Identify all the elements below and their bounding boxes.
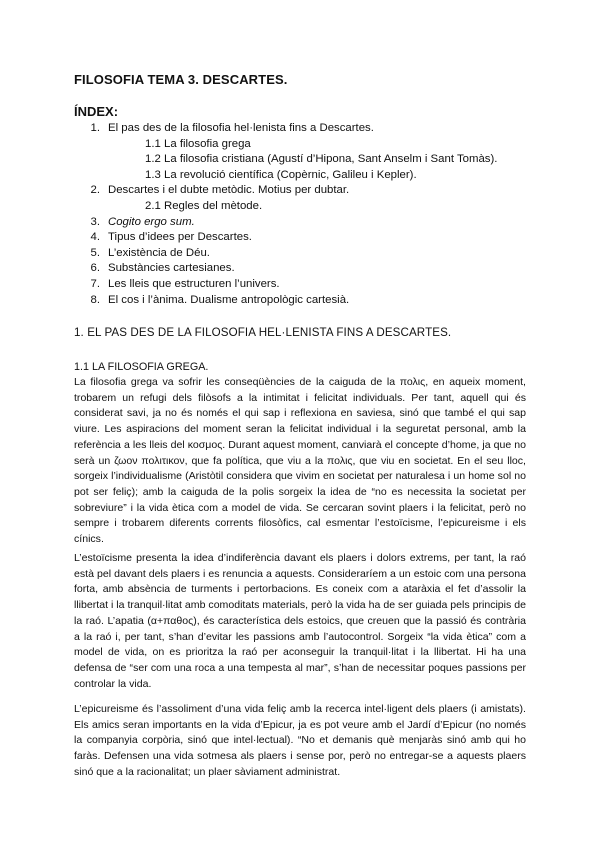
toc-item: 8. El cos i l’ànima. Dualisme antropològic cartesià. — [90, 293, 350, 306]
toc-item: 2. Descartes i el dubte metòdic. Motius per dubtar. — [90, 184, 350, 197]
index-heading: ÍNDEX: — [74, 104, 119, 119]
table-of-contents — [74, 121, 544, 308]
toc-item: 1. El pas des de la filosofia hel·lenista fins a Descartes. — [90, 122, 374, 134]
paragraph: L’estoïcisme presenta la idea d’indiferència davant els plaers i dolors extrems, per tant, la raó està pel davant dels plaers i es renuncia a aquests. Consideraríem a un estoic com una persona forta, amb absència de turments i pertorbacions. Es coneix com a ataràxia el fet d’assolir la llibertat i la tranquil·litat amb comoditats materials, però la vida ha de ser guiada pels principis de la raó. L’apatia (α+παθος), és característica dels estoics, que creuen que la passió és contrària a la raó i, per tant, s’han d’evitar les passions amb l’autocontrol. Sorgeix “la vida ètica” com a model de vida, on es prioritza la raó per aconseguir la tranquil·litat i la llibertat. Hi ha una defensa de “ser com una roca a una tempesta al mar”, s’han de necessitar poques passions per controlar la vida. — [74, 552, 526, 690]
document-title: FILOSOFIA TEMA 3. DESCARTES. — [74, 72, 288, 87]
paragraph: La filosofia grega va sofrir les conseqüències de la caiguda de la πολις, en aqueix moment, trobarem un refugi dels filòsofs a la intimitat i felicitat individuals. Per tant, aquell qui és considerat savi, ja no és només el qui sap i reflexiona en saviesa, sinó que també el qui sap viure. Les aspiracions del moment seran la felicitat individual i la seguretat personal, amb la referència a les lleis del κοσμος. Durant aquest moment, canviarà el concepte d’home, ja que no serà un ζωον πολιτικον, que fa política, que viu a la πολις, que viu en societat. En el seu lloc, sorgeix l’individualisme (Aristòtil considera que vivim en societat per naturalesa i un home sol no pot ser feliç); amb la caiguda de la polis sorgeix la idea de “no es necessita la societat per sobreviure” i la vida ètica com a model de vida. Se cercaran sovint plaers i la felicitat, però no sempre i trobarem diferents corrents filosòfics, cal esmentar l’estoïcisme, l’epicureisme i els cínics. — [74, 376, 526, 546]
toc-subitem: 2.1 Regles del mètode. — [145, 199, 263, 212]
toc-subitem: 1.1 La filosofia grega — [145, 137, 251, 150]
toc-item: 7. Les lleis que estructuren l’univers. — [90, 277, 280, 290]
toc-item: 4. Tipus d’idees per Descartes. — [90, 231, 252, 244]
toc-item: 6. Substàncies cartesianes. — [90, 262, 235, 275]
section-heading: 1. EL PAS DES DE LA FILOSOFIA HEL·LENISTA FINS A DESCARTES. — [74, 326, 452, 339]
paragraph: L’epicureisme és l’assoliment d’una vida feliç amb la recerca intel·ligent dels plaers (i amistats). Els amics seran importants en la vida d’Epicur, ja es pot veure amb el Jardí d’Epicur (no només la companyia corpòria, sinó que intel·lectual). “No et demanis què menjaràs sinó amb qui ho faràs. Defensen una vida sotmesa als plaers i sense por, però no entregar-se a aquests plaers sinó que a la racionalitat; un plaer sàviament administrat. — [74, 703, 526, 778]
toc-item: 5. L’existència de Déu. — [90, 246, 210, 259]
subsection-heading: 1.1 LA FILOSOFIA GREGA. — [74, 361, 209, 373]
toc-subitem: 1.3 La revolució científica (Copèrnic, Galileu i Kepler). — [145, 168, 417, 181]
toc-subitem: 1.2 La filosofia cristiana (Agustí d’Hipona, Sant Anselm i Sant Tomàs). — [145, 153, 498, 166]
toc-item: 3. Cogito ergo sum. — [90, 215, 195, 228]
